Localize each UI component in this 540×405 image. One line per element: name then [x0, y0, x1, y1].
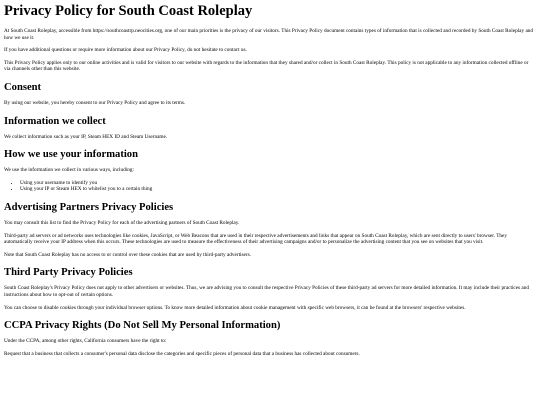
consent-heading: Consent [4, 81, 42, 93]
third-party-heading: Third Party Privacy Policies [4, 267, 133, 279]
third-party-paragraph-1: South Coast Roleplay's Privacy Policy does not apply to other advertisers or websites. Thus, we are advising you to consult the respective Privacy Policies of these third-party ad servers for more detailed information. It may include their practices and instructions about how to opt-out of certain options. [4, 285, 529, 298]
collect-heading: Information we collect [4, 115, 106, 127]
intro-paragraph-2: If you have additional questions or require more information about our Privacy Policy, do not hesitate to contact us. [4, 47, 247, 54]
consent-text: By using our website, you hereby consent to our Privacy Policy and agree to its terms. [4, 99, 186, 106]
ccpa-paragraph-1: Under the CCPA, among other rights, California consumers have the right to: [4, 338, 167, 345]
use-text: We use the information we collect in various ways, including: [4, 167, 134, 174]
use-list [4, 180, 536, 193]
intro-paragraph-3: This Privacy Policy applies only to our online activities and is valid for visitors to our website with regards to the information that they shared and/or collect in South Coast Roleplay. This policy is not applicable to any information collected offline or via channels other than this website. [4, 59, 529, 73]
advertising-paragraph-3: Note that South Coast Roleplay has no access to or control over these cookies that are used by third-party advertisers. [4, 251, 251, 258]
advertising-heading: Advertising Partners Privacy Policies [4, 201, 174, 213]
collect-text: We collect information such as your IP, Steam HEX ID and Steam Username. [4, 133, 168, 140]
use-heading: How we use your information [4, 149, 138, 161]
list-item: • Using your username to identify you [20, 180, 536, 187]
intro-paragraph-1: At South Coast Roleplay, accessible from https://southcoastrp.neocities.org, one of our main priorities is the privacy of our visitors. This Privacy Policy document contains types of information that is collected and recorded by South Coast Roleplay and how we use it. [4, 28, 534, 41]
page-title: Privacy Policy for South Coast Roleplay [4, 3, 253, 19]
third-party-paragraph-2: You can choose to disable cookies through your individual browser options. To know more detailed information about cookie management with specific web browsers, it can be found at the browsers' respective websites. [4, 304, 466, 311]
advertising-paragraph-1: You may consult this list to find the Privacy Policy for each of the advertising partners of South Coast Roleplay. [4, 219, 240, 226]
list-item: • Using your IP or Steam HEX to whitelist you to a certain thing [20, 186, 536, 193]
ccpa-heading: CCPA Privacy Rights (Do Not Sell My Personal Information) [4, 320, 281, 332]
advertising-paragraph-2: Third-party ad servers or ad networks uses technologies like cookies, JavaScript, or Web Beacons that are used in their respective advertisements and links that appear on South Coast Roleplay, which are sent directly to users' browser. They automatically receive your IP address when this occurs. These technologies are used to measure the effectiveness of their advertising campaigns and/or to personalize the advertising content that you see on websites that you visit. [4, 232, 507, 246]
ccpa-paragraph-2: Request that a business that collects a consumer's personal data disclose the categories and specific pieces of personal data that a business has collected about consumers. [4, 350, 360, 357]
